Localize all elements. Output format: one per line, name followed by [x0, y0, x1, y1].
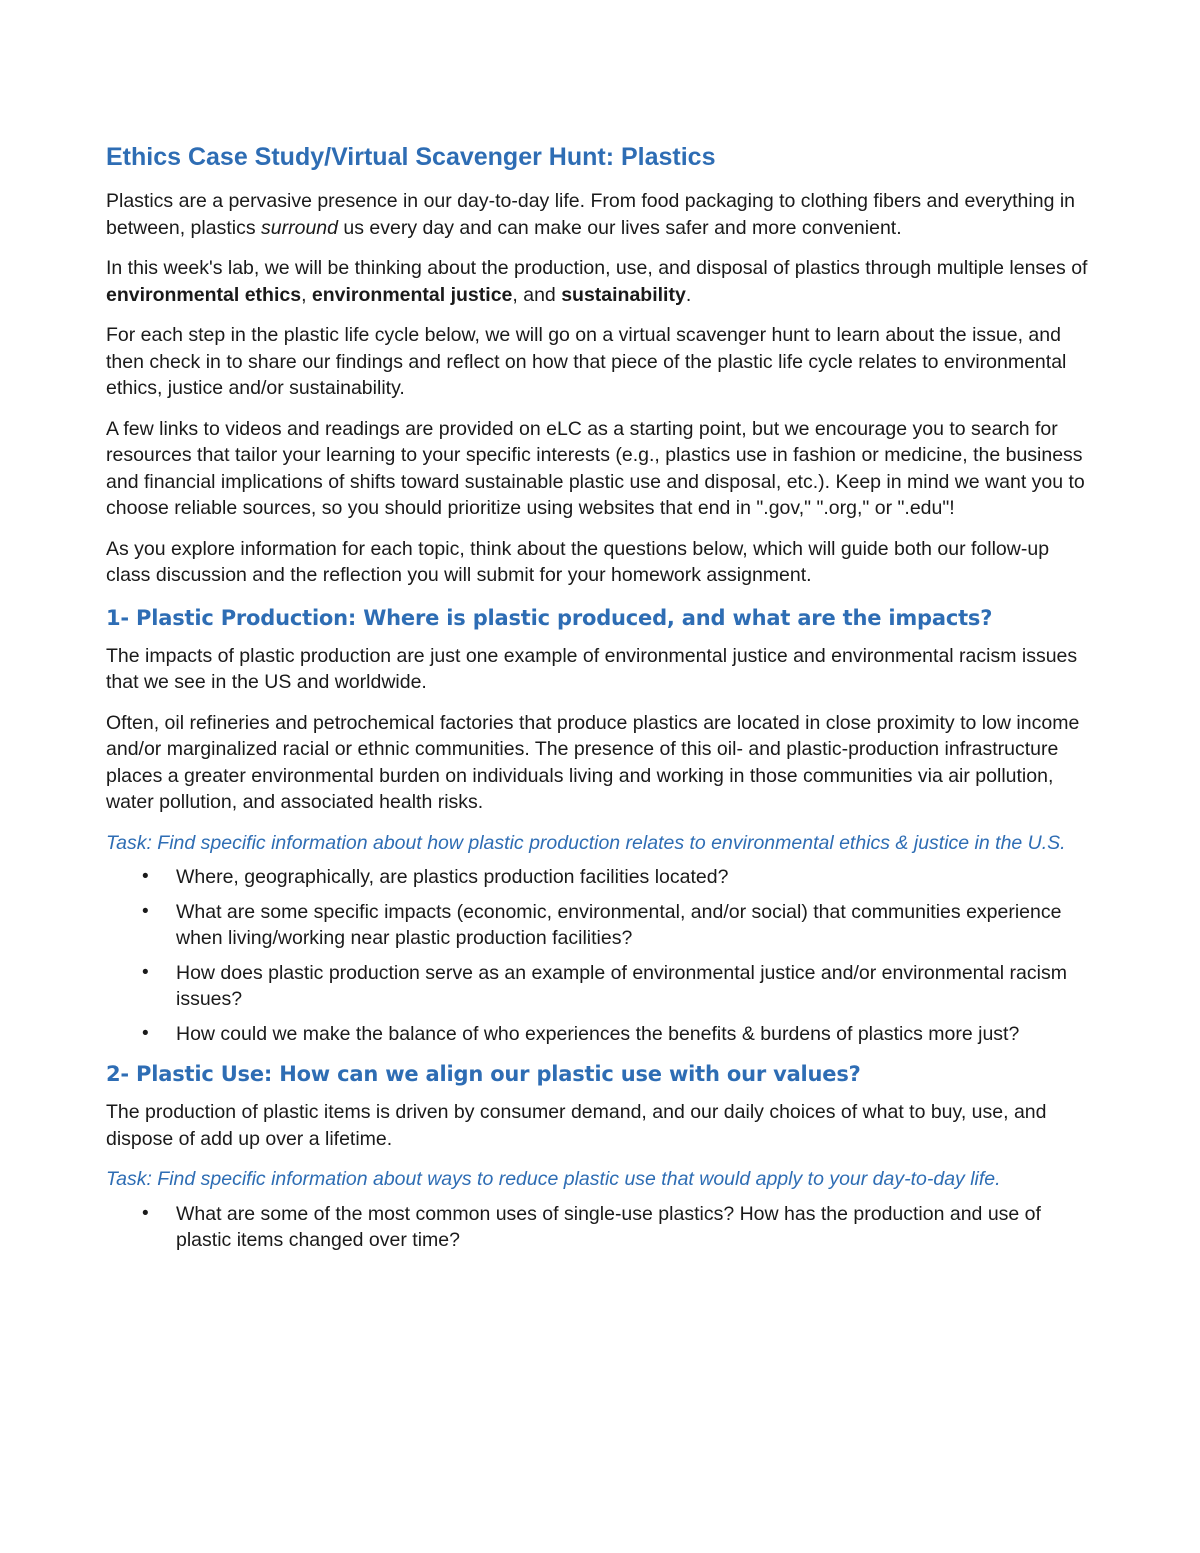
bullet-icon: •	[142, 900, 149, 922]
term-environmental-ethics: environmental ethics	[106, 283, 302, 306]
section-2-paragraph-1: The production of plastic items is driven by consumer demand, and our daily choices of what to buy, use, and dispose of add up over a lifetime.	[106, 1101, 1047, 1150]
list-item	[106, 960, 1098, 1013]
intro-paragraph-5: As you explore information for each topic, think about the questions below, which will guide both our follow-up class discussion and the reflection you will submit for your homework assignment.	[106, 537, 1050, 586]
intro-p1-text-a: Plastics are a pervasive presence in our day-to-day life. From food packaging to clothing fibers and everything in between, plastics	[106, 190, 1076, 239]
bullet-icon: •	[142, 1022, 149, 1044]
list-item	[106, 899, 1098, 952]
section-2-heading: 2- Plastic Use: How can we align our plastic use with our values?	[106, 1062, 861, 1086]
bullet-icon: •	[142, 961, 149, 983]
intro-paragraph-2	[106, 255, 1098, 308]
question-text: How does plastic production serve as an example of environmental justice and/or environmental racism issues?	[176, 961, 1067, 1010]
term-environmental-justice: environmental justice	[311, 283, 513, 306]
intro-p2-end: .	[685, 283, 692, 306]
term-sustainability: sustainability	[561, 283, 686, 306]
bullet-icon: •	[142, 1202, 149, 1224]
list-item	[106, 864, 1098, 891]
document-title: Ethics Case Study/Virtual Scavenger Hunt: Plastics	[106, 143, 716, 171]
section-1-heading: 1- Plastic Production: Where is plastic produced, and what are the impacts?	[106, 605, 993, 630]
question-text: Where, geographically, are plastics production facilities located?	[176, 866, 729, 888]
document-page	[106, 140, 1098, 1266]
question-text: What are some specific impacts (economic, environmental, and/or social) that communities experience when living/working near plastic production facilities?	[176, 900, 1062, 949]
section-2-question-list	[106, 1201, 1098, 1254]
intro-p2-text-a: In this week's lab, we will be thinking about the production, use, and disposal of plastics through multiple lenses of	[106, 257, 1088, 279]
section-1-paragraph-2: Often, oil refineries and petrochemical factories that produce plastics are located in close proximity to low income and/or marginalized racial or ethnic communities. The presence of this oil- and plastic-production infrastructure places a greater environmental burden on individuals living and working in those communities via air pollution, water pollution, and associated health risks.	[106, 711, 1080, 813]
section-1-task: Task: Find specific information about how plastic production relates to environmental ethics & justice in the U.S.	[106, 831, 1066, 854]
intro-p1-emphasis: surround	[261, 216, 338, 239]
question-text: What are some of the most common uses of single-use plastics? How has the production and use of plastic items changed over time?	[176, 1202, 1041, 1251]
question-text: How could we make the balance of who experiences the benefits & burdens of plastics more just?	[176, 1022, 1020, 1045]
intro-paragraph-3: For each step in the plastic life cycle below, we will go on a virtual scavenger hunt to learn about the issue, and then check in to share our findings and reflect on how that piece of the plastic life cycle relates to environmental ethics, justice and/or sustainability.	[106, 324, 1067, 399]
list-item	[106, 1201, 1098, 1254]
bullet-icon: •	[142, 866, 149, 887]
intro-p2-separator-2: , and	[512, 283, 562, 306]
section-1-paragraph-1: The impacts of plastic production are just one example of environmental justice and environmental racism issues that we see in the US and worldwide.	[106, 644, 1078, 693]
section-1-question-list	[106, 864, 1098, 1047]
section-2-task: Task: Find specific information about ways to reduce plastic use that would apply to your day-to-day life.	[106, 1168, 1001, 1190]
intro-p1-text-b: us every day and can make our lives safer and more convenient.	[337, 216, 902, 239]
intro-paragraph-1	[106, 188, 1098, 241]
intro-p2-separator-1: ,	[301, 283, 312, 306]
list-item	[106, 1021, 1098, 1048]
intro-paragraph-4: A few links to videos and readings are provided on eLC as a starting point, but we encourage you to search for resources that tailor your learning to your specific interests (e.g., plastics use in fashion or medicine, the business and financial implications of shifts toward sustainable plastic use and disposal, etc.). Keep in mind we want you to choose reliable sources, so you should prioritize using websites that end in ".gov," ".org," or ".edu"!	[106, 417, 1085, 519]
